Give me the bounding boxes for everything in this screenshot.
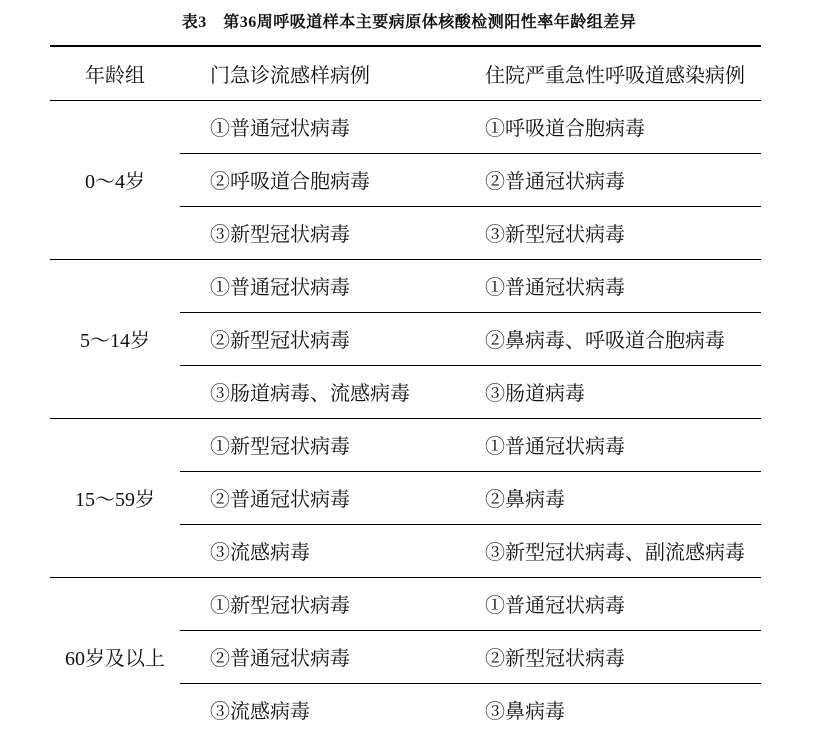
- header-inpatient-sari: 住院严重急性呼吸道感染病例: [455, 46, 761, 100]
- outpatient-rank3-cell: ③流感病毒: [180, 524, 455, 577]
- header-row: [50, 46, 761, 100]
- inpatient-rank1-cell: ①普通冠状病毒: [455, 418, 761, 471]
- outpatient-rank2-cell: ②普通冠状病毒: [180, 471, 455, 524]
- header-outpatient-ili: 门急诊流感样病例: [180, 46, 455, 100]
- outpatient-rank3-cell: ③肠道病毒、流感病毒: [180, 365, 455, 418]
- table-title: 表3 第36周呼吸道样本主要病原体核酸检测阳性率年龄组差异: [181, 14, 637, 31]
- outpatient-rank1-cell: ①普通冠状病毒: [180, 100, 455, 153]
- table-row: [50, 259, 761, 312]
- age-group-cell: 0～4岁: [50, 100, 180, 259]
- outpatient-rank1-cell: ①普通冠状病毒: [180, 259, 455, 312]
- inpatient-rank2-cell: ②新型冠状病毒: [455, 630, 761, 683]
- inpatient-rank2-cell: ②鼻病毒、呼吸道合胞病毒: [455, 312, 761, 365]
- age-group-cell: 15～59岁: [50, 418, 180, 577]
- age-group-cell: 60岁及以上: [65, 648, 165, 671]
- outpatient-rank1-cell: ①新型冠状病毒: [180, 418, 455, 471]
- table-row: [50, 577, 761, 630]
- header-age-group: 年龄组: [50, 46, 180, 100]
- table-row: [50, 418, 761, 471]
- inpatient-rank3-cell: ③新型冠状病毒: [455, 206, 761, 259]
- age-group-cell: 5～14岁: [50, 259, 180, 418]
- inpatient-rank3-cell: ③肠道病毒: [455, 365, 761, 418]
- outpatient-rank1-cell: ①新型冠状病毒: [180, 577, 455, 630]
- outpatient-rank2-cell: ②呼吸道合胞病毒: [180, 153, 455, 206]
- inpatient-rank3-cell: ③鼻病毒: [485, 701, 565, 724]
- inpatient-rank3-cell: ③新型冠状病毒、副流感病毒: [455, 524, 761, 577]
- inpatient-rank1-cell: ①普通冠状病毒: [455, 577, 761, 630]
- inpatient-rank1-cell: ①呼吸道合胞病毒: [455, 100, 761, 153]
- inpatient-rank1-cell: ①普通冠状病毒: [455, 259, 761, 312]
- table-row: [50, 100, 761, 153]
- inpatient-rank2-cell: ②普通冠状病毒: [455, 153, 761, 206]
- outpatient-rank3-cell: ③流感病毒: [210, 701, 310, 724]
- outpatient-rank2-cell: ②新型冠状病毒: [180, 312, 455, 365]
- outpatient-rank2-cell: ②普通冠状病毒: [180, 630, 455, 683]
- inpatient-rank2-cell: ②鼻病毒: [455, 471, 761, 524]
- outpatient-rank3-cell: ③新型冠状病毒: [180, 206, 455, 259]
- pathogen-positivity-table: [50, 45, 761, 736]
